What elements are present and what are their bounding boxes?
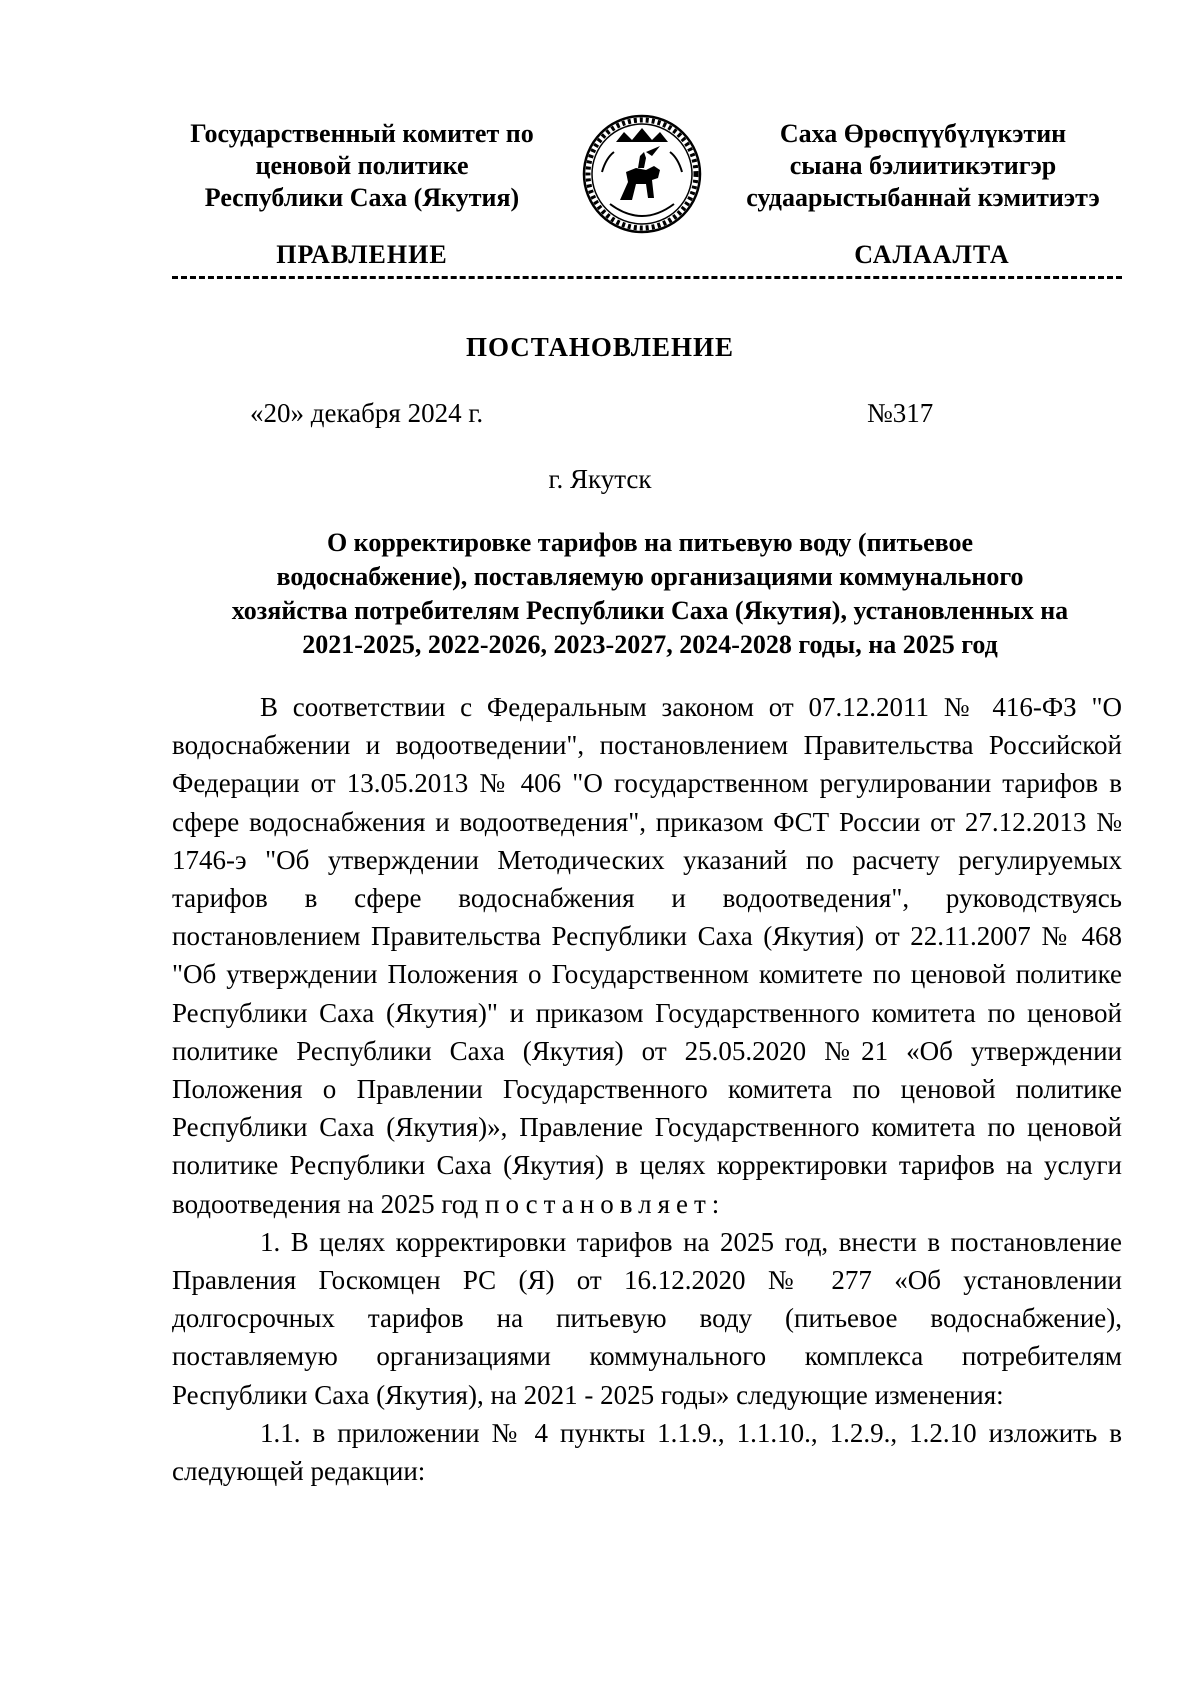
preamble-text: В соответствии с Федеральным законом от 07.12.2011 № 416-ФЗ "О водоснабжении и водоотведении", постановлением Правительства Российской Федерации от 13.05.2013 № 406 "О государственном регулировании тарифов в сфере водоснабжения и водоотведения", приказом ФСТ России от 27.12.2013 № 1746-э "Об утверждении Методических указаний по расчету регулируемых тарифов в сфере водоснабжения и водоотведения", руководствуясь постановлением Правительства Республики Саха (Якутия) от 22.11.2007 № 468 "Об утверждении Положения о Государственном комитете по ценовой политике Республики Саха (Якутия)" и приказом Государственного комитета по ценовой политике Республики Саха (Якутия) от 25.05.2020 №21 «Об утверждении Положения о Правлении Государственного комитета по ценовой политике Республики Саха (Якутия)», Правление Государственного комитета по ценовой политике Республики Саха (Якутия) в целях корректировки тарифов на услуги водоотведения на 2025 год <box>172 692 1122 1219</box>
letterhead-left-line: ценовой политике <box>255 151 469 180</box>
letterhead-left-line: Государственный комитет по <box>190 119 534 148</box>
title-line: О корректировке тарифов на питьевую воду (питьевое <box>326 528 974 557</box>
header-divider <box>172 276 1122 279</box>
clause-1-1-paragraph: 1.1. в приложении № 4 пункты 1.1.9., 1.1.10., 1.2.9., 1.2.10 изложить в следующей редакции: <box>172 1417 1122 1487</box>
preamble-colon: : <box>711 1188 720 1219</box>
board-label-russian: ПРАВЛЕНИЕ <box>276 240 448 269</box>
clause-1-paragraph: 1. В целях корректировки тарифов на 2025 год, внести в постановление Правления Госкомцен РС (Я) от 16.12.2020 № 277 «Об установлении долгосрочных тарифов на питьевую воду (питьевое водоснабжение), поставляемую организациями коммунального комплекса потребителям Республики Саха (Якутия), на 2021 - 2025 годы» следующие изменения: <box>172 1226 1122 1410</box>
document-city: г. Якутск <box>548 464 652 494</box>
letterhead-right-line: Саха Өрөспүүбүлүкэтин <box>779 119 1067 148</box>
resolves-word: постановляет <box>485 1188 712 1219</box>
title-line: хозяйства потребителям Республики Саха (Якутия), установленных на <box>231 596 1069 625</box>
letterhead-left-russian <box>172 118 552 214</box>
board-label-yakut: САЛААЛТА <box>854 240 1010 269</box>
title-line: водоснабжение), поставляемую организациями коммунального <box>276 562 1024 591</box>
document-date: «20» декабря 2024 г. <box>250 398 484 428</box>
document-title <box>180 526 1120 662</box>
letterhead <box>172 118 1122 288</box>
document-body <box>172 688 1122 1490</box>
coat-of-arms-sakha-icon <box>580 112 704 236</box>
document-type: ПОСТАНОВЛЕНИЕ <box>465 332 735 362</box>
preamble-paragraph <box>172 688 1122 1223</box>
letterhead-right-line: судаарыстыбаннай кэмитиэтэ <box>746 183 1100 212</box>
letterhead-right-yakut <box>728 118 1118 214</box>
letterhead-left-line: Республики Саха (Якутия) <box>204 183 520 212</box>
letterhead-right-line: сыана бэлиитикэтигэр <box>789 151 1057 180</box>
title-line: 2021-2025, 2022-2026, 2023-2027, 2024-2028 годы, на 2025 год <box>302 630 998 659</box>
document-number: №317 <box>867 398 934 428</box>
